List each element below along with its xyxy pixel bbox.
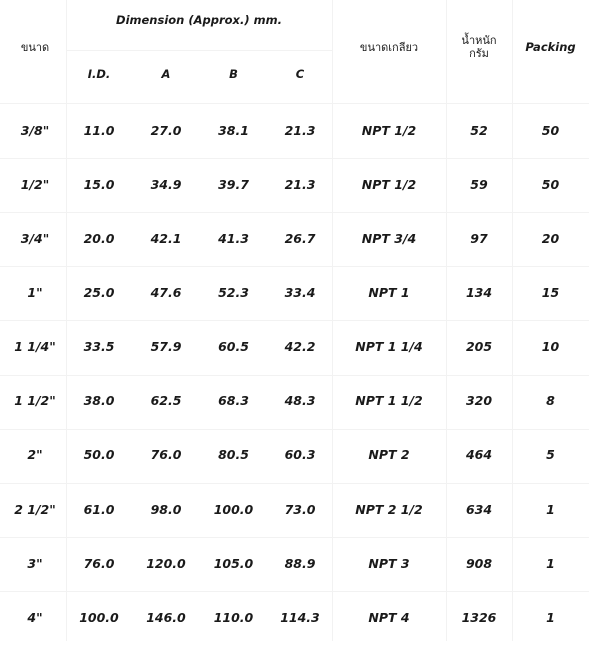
cell-b: 105.0 bbox=[213, 555, 254, 571]
header-weight-line1: น้ำหนัก bbox=[461, 34, 497, 48]
cell-packing: 10 bbox=[541, 339, 560, 355]
cell-weight: 134 bbox=[465, 285, 493, 301]
cell-id: 76.0 bbox=[83, 555, 115, 571]
cell-weight: 464 bbox=[465, 447, 493, 463]
cell-b: 41.3 bbox=[218, 231, 249, 247]
cell-b: 39.7 bbox=[218, 176, 249, 192]
cell-b: 60.5 bbox=[218, 339, 249, 355]
cell-size: 3" bbox=[27, 555, 43, 571]
cell-c: 42.2 bbox=[284, 339, 316, 355]
cell-size: 1" bbox=[27, 285, 43, 301]
cell-c: 21.3 bbox=[284, 176, 316, 192]
header-b: B bbox=[229, 67, 238, 82]
cell-thread: NPT 1 1/4 bbox=[355, 339, 423, 355]
cell-b: 110.0 bbox=[213, 609, 254, 625]
header-a: A bbox=[161, 67, 171, 82]
cell-c: 26.7 bbox=[284, 231, 316, 247]
cell-size: 3/4" bbox=[20, 231, 50, 247]
cell-thread: NPT 3 bbox=[368, 555, 410, 571]
cell-b: 38.1 bbox=[218, 122, 249, 138]
cell-a: 120.0 bbox=[146, 555, 186, 571]
cell-a: 76.0 bbox=[150, 447, 182, 463]
cell-weight: 97 bbox=[470, 231, 488, 247]
cell-b: 68.3 bbox=[218, 393, 249, 409]
header-thread: ขนาดเกลียว bbox=[359, 40, 419, 54]
cell-size: 3/8" bbox=[20, 122, 50, 138]
cell-c: 48.3 bbox=[284, 393, 316, 409]
cell-c: 60.3 bbox=[284, 447, 316, 463]
header-c: C bbox=[295, 67, 305, 82]
header-id: I.D. bbox=[87, 67, 111, 82]
cell-weight: 52 bbox=[470, 122, 488, 138]
cell-weight: 634 bbox=[465, 501, 493, 517]
cell-thread: NPT 4 bbox=[368, 609, 410, 625]
cell-c: 114.3 bbox=[280, 609, 320, 625]
cell-size: 1/2" bbox=[20, 176, 50, 192]
cell-c: 33.4 bbox=[284, 285, 316, 301]
cell-packing: 8 bbox=[546, 393, 555, 409]
cell-b: 80.5 bbox=[218, 447, 249, 463]
cell-id: 50.0 bbox=[83, 447, 115, 463]
cell-packing: 1 bbox=[546, 609, 555, 625]
cell-packing: 15 bbox=[541, 285, 560, 301]
cell-id: 25.0 bbox=[83, 285, 115, 301]
cell-size: 1 1/4" bbox=[14, 339, 56, 355]
cell-a: 62.5 bbox=[150, 393, 182, 409]
cell-a: 146.0 bbox=[146, 609, 186, 625]
cell-a: 42.1 bbox=[150, 231, 182, 247]
cell-thread: NPT 1/2 bbox=[361, 176, 417, 192]
header-dimension-group: Dimension (Approx.) mm. bbox=[116, 13, 282, 28]
cell-packing: 50 bbox=[541, 122, 560, 138]
cell-id: 100.0 bbox=[79, 609, 119, 625]
cell-b: 100.0 bbox=[213, 501, 254, 517]
cell-a: 47.6 bbox=[150, 285, 182, 301]
cell-weight: 320 bbox=[465, 393, 493, 409]
header-weight bbox=[446, 28, 512, 68]
cell-size: 1 1/2" bbox=[14, 393, 56, 409]
cell-weight: 59 bbox=[470, 176, 488, 192]
cell-thread: NPT 1 1/2 bbox=[355, 393, 423, 409]
cell-thread: NPT 1/2 bbox=[361, 122, 417, 138]
cell-packing: 1 bbox=[546, 501, 555, 517]
header-weight-line2: กรัม bbox=[469, 47, 489, 60]
cell-b: 52.3 bbox=[218, 285, 249, 301]
cell-id: 15.0 bbox=[83, 176, 115, 192]
cell-weight: 205 bbox=[465, 339, 493, 355]
cell-weight: 908 bbox=[465, 555, 493, 571]
cell-packing: 20 bbox=[541, 231, 560, 247]
header-size: ขนาด bbox=[20, 40, 50, 54]
cell-c: 73.0 bbox=[284, 501, 316, 517]
grid-line bbox=[66, 50, 332, 51]
cell-packing: 50 bbox=[541, 176, 560, 192]
cell-packing: 5 bbox=[546, 447, 555, 463]
cell-a: 27.0 bbox=[150, 122, 182, 138]
cell-packing: 1 bbox=[546, 555, 555, 571]
cell-id: 20.0 bbox=[83, 231, 115, 247]
cell-a: 34.9 bbox=[150, 176, 182, 192]
cell-size: 2 1/2" bbox=[14, 501, 56, 517]
cell-a: 98.0 bbox=[150, 501, 182, 517]
header-packing: Packing bbox=[525, 40, 576, 55]
cell-thread: NPT 2 bbox=[368, 447, 410, 463]
cell-c: 21.3 bbox=[284, 122, 316, 138]
cell-id: 61.0 bbox=[83, 501, 115, 517]
cell-weight: 1326 bbox=[461, 609, 497, 625]
cell-size: 2" bbox=[27, 447, 43, 463]
cell-a: 57.9 bbox=[150, 339, 182, 355]
cell-c: 88.9 bbox=[284, 555, 316, 571]
cell-thread: NPT 2 1/2 bbox=[355, 501, 423, 517]
cell-id: 33.5 bbox=[83, 339, 115, 355]
cell-size: 4" bbox=[27, 609, 43, 625]
cell-id: 38.0 bbox=[83, 393, 115, 409]
cell-thread: NPT 1 bbox=[368, 285, 410, 301]
cell-thread: NPT 3/4 bbox=[361, 231, 417, 247]
cell-id: 11.0 bbox=[83, 122, 115, 138]
